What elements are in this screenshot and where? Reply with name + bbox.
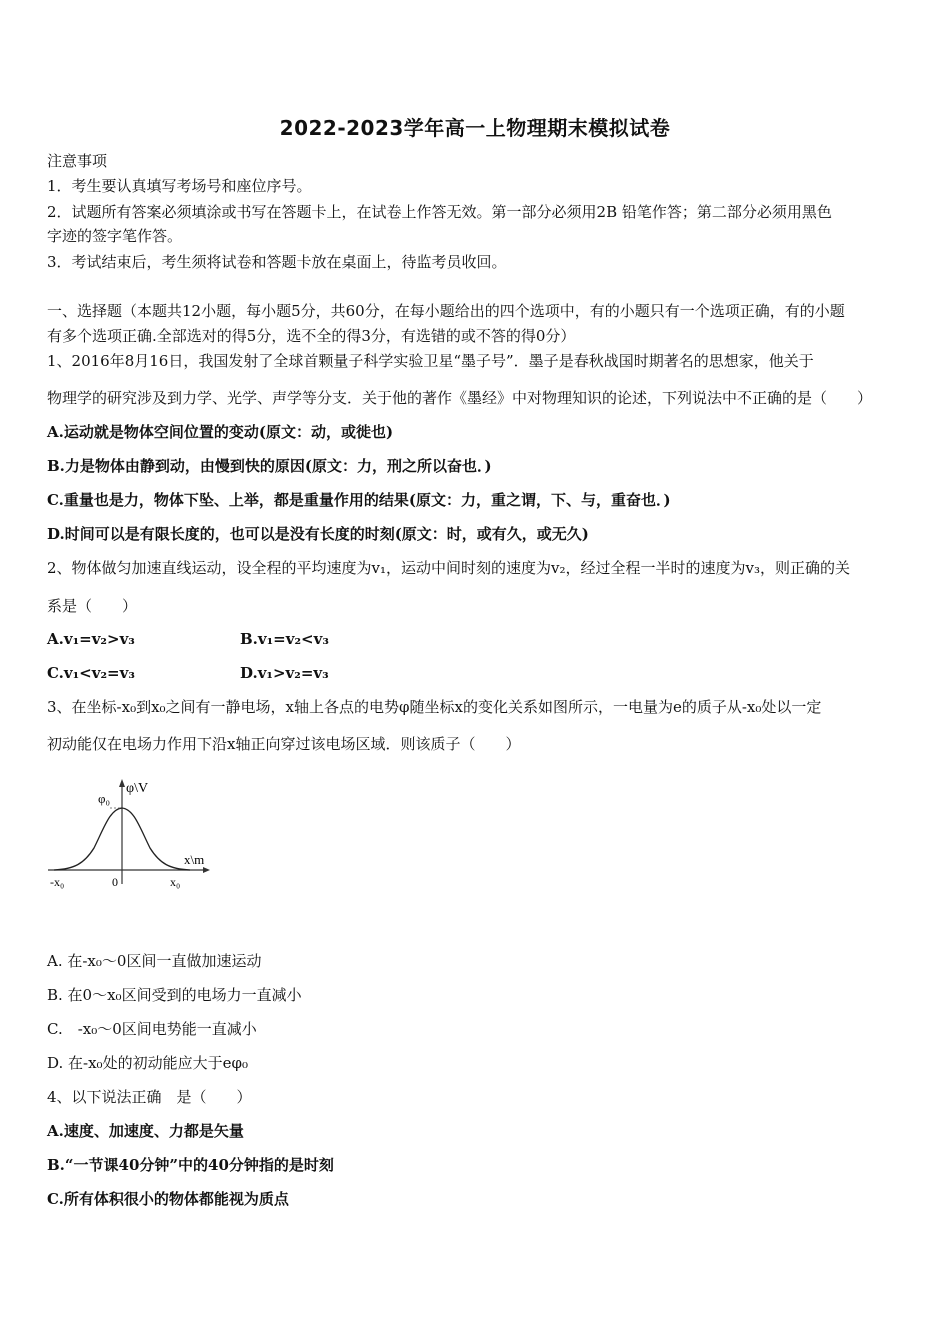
- notice-heading: 注意事项: [47, 152, 108, 170]
- notice-item-2-cont: 字迹的签字笔作答。: [47, 227, 183, 245]
- q4-option-c: C.所有体积很小的物体都能视为质点: [47, 1190, 289, 1208]
- section-instructions-1: 一、选择题（本题共12小题，每小题5分，共60分，在每小题给出的四个选项中，有的小题只有一个选项正确，有的小题: [47, 302, 845, 320]
- y-axis-label: φ\V: [126, 781, 149, 796]
- potential-graph-figure: [44, 776, 214, 896]
- q1-stem-2: 物理学的研究涉及到力学、光学、声学等分支．关于他的著作《墨经》中对物理知识的论述，下列说法中不正确的是（ ）: [47, 389, 873, 407]
- q1-stem-1: 1、2016年8月16日，我国发射了全球首颗量子科学实验卫星“墨子号”．墨子是春秋战国时期著名的思想家，他关于: [47, 352, 814, 370]
- q4-option-b: B.“一节课40分钟”中的40分钟指的是时刻: [47, 1156, 334, 1174]
- q2-stem-1: 2、物体做匀加速直线运动，设全程的平均速度为v₁，运动中间时刻的速度为v₂，经过全程一半时的速度为v₃，则正确的关: [47, 559, 851, 577]
- notice-item-2: 2．试题所有答案必须填涂或书写在答题卡上，在试卷上作答无效。第一部分必须用2B 铅笔作答；第二部分必须用黑色: [47, 203, 832, 221]
- q2-option-d: D.v₁>v₂=v₃: [240, 664, 329, 682]
- q3-option-a: A. 在-x₀～0区间一直做加速运动: [47, 952, 262, 970]
- q3-stem-2: 初动能仅在电场力作用下沿x轴正向穿过该电场区域．则该质子（ ）: [47, 735, 521, 753]
- q1-option-c: C.重量也是力，物体下坠、上举，都是重量作用的结果(原文：力，重之谓，下、与，重奋也．): [47, 491, 671, 509]
- q3-option-c: C. -x₀～0区间电势能一直减小: [47, 1020, 257, 1038]
- exam-title: 2022-2023学年高一上物理期末模拟试卷: [279, 116, 671, 140]
- origin-label: 0: [112, 875, 118, 889]
- q2-options-row-1: [47, 629, 907, 649]
- q2-option-b: B.v₁=v₂<v₃: [240, 630, 329, 648]
- phi0-label: φ₀: [98, 791, 111, 806]
- q4-option-a: A.速度、加速度、力都是矢量: [47, 1122, 244, 1140]
- x0-label: x₀: [170, 875, 181, 889]
- y-axis-arrow-icon: [119, 779, 125, 787]
- notice-item-1: 1．考生要认真填写考场号和座位序号。: [47, 177, 312, 195]
- x-axis-label: x\m: [184, 852, 205, 867]
- q1-option-d: D.时间可以是有限长度的，也可以是没有长度的时刻(原文：时，或有久，或无久): [47, 525, 589, 543]
- section-instructions-2: 有多个选项正确.全部选对的得5分，选不全的得3分，有选错的或不答的得0分）: [47, 327, 576, 345]
- notice-item-3: 3．考试结束后，考生须将试卷和答题卡放在桌面上，待监考员收回。: [47, 253, 507, 271]
- q4-stem: 4、以下说法正确 是（ ）: [47, 1088, 252, 1106]
- q3-option-b: B. 在0～x₀区间受到的电场力一直减小: [47, 986, 302, 1004]
- q3-option-d: D. 在-x₀处的初动能应大于eφ₀: [47, 1054, 248, 1072]
- q1-option-a: A.运动就是物体空间位置的变动(原文：动，或徙也): [47, 423, 394, 441]
- q2-stem-2: 系是（ ）: [47, 597, 138, 615]
- q2-options-row-2: [47, 663, 907, 683]
- q2-option-a: A.v₁=v₂>v₃: [47, 630, 135, 648]
- q2-option-c: C.v₁<v₂=v₃: [47, 664, 135, 682]
- x-axis-arrow-icon: [203, 867, 210, 873]
- neg-x0-label: -x₀: [50, 875, 65, 889]
- q3-stem-1: 3、在坐标-x₀到x₀之间有一静电场，x轴上各点的电势φ随坐标x的变化关系如图所示，一电量为e的质子从-x₀处以一定: [47, 698, 822, 716]
- q1-option-b: B.力是物体由静到动，由慢到快的原因(原文：力，刑之所以奋也．): [47, 457, 492, 475]
